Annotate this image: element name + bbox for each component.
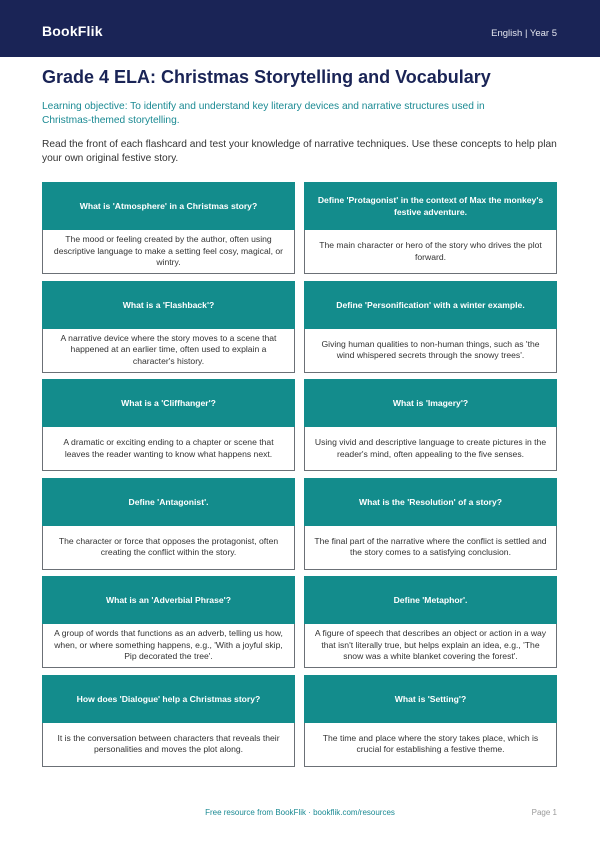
page-number: Page 1 [531, 808, 557, 817]
flashcard-question: Define 'Metaphor'. [304, 576, 557, 624]
flashcard-question: What is 'Imagery'? [304, 379, 557, 427]
flashcard-question: What is an 'Adverbial Phrase'? [42, 576, 295, 624]
flashcard-answer: The time and place where the story takes place, which is crucial for establishing a festive theme. [304, 723, 557, 767]
flashcard[interactable] [42, 675, 295, 767]
flashcard[interactable] [42, 281, 295, 373]
flashcard-question: What is the 'Resolution' of a story? [304, 478, 557, 526]
flashcard-answer: The final part of the narrative where the conflict is settled and the story comes to a satisfying conclusion. [304, 526, 557, 570]
footer-resource-link[interactable]: Free resource from BookFlik · bookflik.com/resources [205, 808, 395, 817]
flashcard-question: Define 'Protagonist' in the context of Max the monkey's festive adventure. [304, 182, 557, 230]
flashcard-grid [42, 182, 557, 767]
flashcard-question: What is a 'Flashback'? [42, 281, 295, 329]
flashcard[interactable] [304, 675, 557, 767]
flashcard[interactable] [42, 379, 295, 471]
flashcard[interactable] [304, 281, 557, 373]
flashcard-answer: It is the conversation between characters that reveals their personalities and moves the plot along. [42, 723, 295, 767]
brand-logo[interactable]: BookFlik [42, 23, 103, 39]
header-bar [0, 0, 600, 57]
flashcard-answer: The mood or feeling created by the author, often using descriptive language to make a setting feel cosy, magical, or wintry. [42, 230, 295, 274]
flashcard-answer: The main character or hero of the story who drives the plot forward. [304, 230, 557, 274]
flashcard[interactable] [42, 478, 295, 570]
flashcard-question: What is a 'Cliffhanger'? [42, 379, 295, 427]
subject-year-label: English | Year 5 [491, 28, 557, 39]
flashcard-answer: A group of words that functions as an adverb, telling us how, when, or where something happens, e.g., 'With a joyful skip, Pip decorated the tree'. [42, 624, 295, 668]
flashcard-question: What is 'Atmosphere' in a Christmas story? [42, 182, 295, 230]
flashcard-answer: Using vivid and descriptive language to create pictures in the reader's mind, often appealing to the five senses. [304, 427, 557, 471]
flashcard-answer: A figure of speech that describes an object or action in a way that isn't literally true, but helps explain an idea, e.g., 'The snow was a white blanket covering the forest'. [304, 624, 557, 668]
intro-text: Read the front of each flashcard and test your knowledge of narrative techniques. Use these concepts to help plan your own original festive story. [42, 139, 557, 164]
flashcard-question: Define 'Antagonist'. [42, 478, 295, 526]
flashcard[interactable] [304, 576, 557, 668]
flashcard-answer: A dramatic or exciting ending to a chapter or scene that leaves the reader wanting to know what happens next. [42, 427, 295, 471]
learning-objective: Learning objective: To identify and understand key literary devices and narrative structures used in Christmas-themed storytelling. [42, 101, 485, 126]
flashcard-answer: The character or force that opposes the protagonist, often creating the conflict within the story. [42, 526, 295, 570]
flashcard-question: Define 'Personification' with a winter example. [304, 281, 557, 329]
flashcard-answer: Giving human qualities to non-human things, such as 'the wind whispered secrets through the snowy trees'. [304, 329, 557, 373]
flashcard[interactable] [304, 478, 557, 570]
flashcard[interactable] [304, 379, 557, 471]
flashcard[interactable] [304, 182, 557, 274]
flashcard[interactable] [42, 182, 295, 274]
flashcard-question: What is 'Setting'? [304, 675, 557, 723]
flashcard-question: How does 'Dialogue' help a Christmas story? [42, 675, 295, 723]
page-title: Grade 4 ELA: Christmas Storytelling and Vocabulary [42, 67, 491, 87]
flashcard-answer: A narrative device where the story moves to a scene that happened at an earlier time, often used to explain a character's history. [42, 329, 295, 373]
flashcard[interactable] [42, 576, 295, 668]
